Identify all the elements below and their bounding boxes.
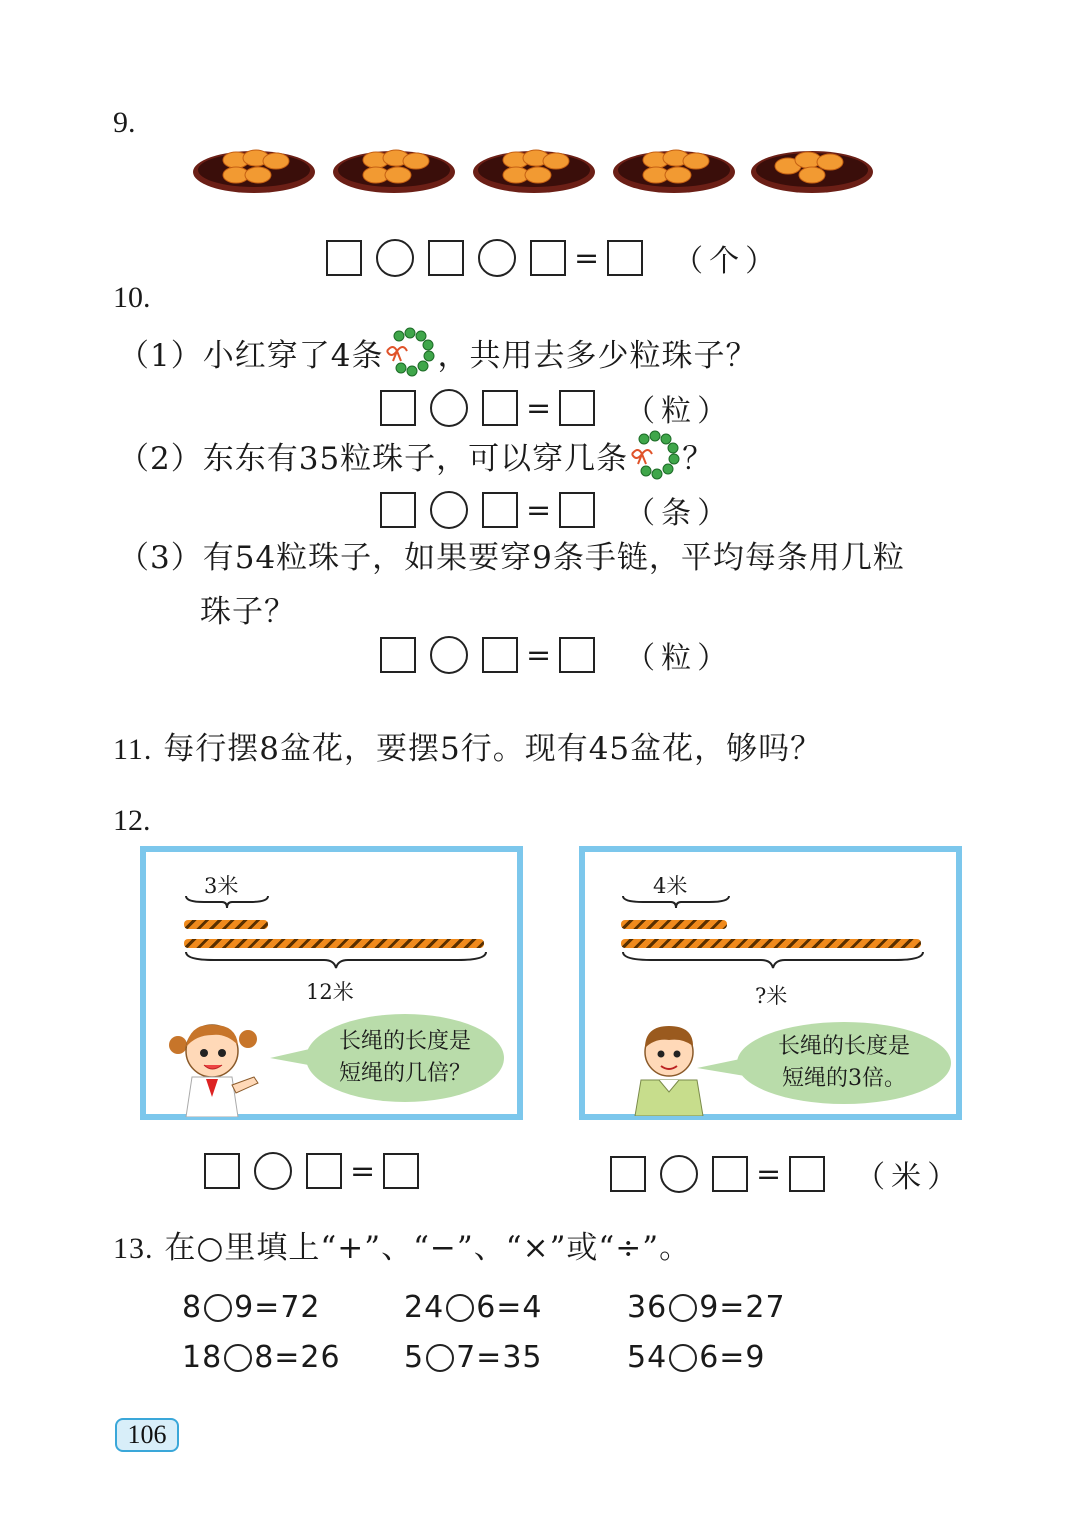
question-text: 东东有35粒珠子，可以穿几条	[202, 440, 629, 477]
unit-label: （条）	[625, 496, 734, 531]
equals-sign: =	[756, 1156, 782, 1192]
answer-box[interactable]	[326, 240, 362, 276]
operand: 24	[404, 1290, 445, 1325]
part-label: （1）	[118, 337, 203, 374]
operator-circle[interactable]	[669, 1344, 697, 1372]
operand-result: 6=9	[699, 1340, 766, 1375]
q10-number: 10.	[113, 281, 151, 314]
bubble-tail	[697, 1056, 745, 1078]
answer-box[interactable]	[428, 240, 464, 276]
answer-box[interactable]	[789, 1156, 825, 1192]
operand-result: 9=27	[699, 1290, 786, 1325]
arith-item	[182, 1340, 341, 1375]
answer-box[interactable]	[380, 390, 416, 426]
arith-item	[404, 1340, 543, 1375]
top-brace	[621, 892, 731, 910]
operand-result: 7=35	[456, 1340, 543, 1375]
equals-sign: =	[526, 637, 552, 673]
question-text: ，共用去多少粒珠子？	[437, 337, 758, 374]
answer-box[interactable]	[610, 1156, 646, 1192]
short-rope-label: 4米	[653, 874, 688, 898]
q11-number: 11.	[113, 733, 153, 766]
short-rope-label: 3米	[204, 874, 239, 898]
equals-sign: =	[526, 390, 552, 426]
operator-circle[interactable]	[660, 1155, 698, 1193]
q10-part3-question	[118, 532, 905, 577]
bottom-brace	[621, 950, 925, 970]
question-text: ？	[682, 440, 715, 477]
operator-circle[interactable]	[254, 1152, 292, 1190]
answer-box[interactable]	[530, 240, 566, 276]
unit-label: （米）	[855, 1160, 964, 1195]
speech-line: 短绳的3倍。	[781, 1066, 906, 1091]
long-rope-label: ?米	[755, 984, 788, 1008]
page-number: 106	[115, 1418, 179, 1452]
equals-sign: =	[350, 1153, 376, 1189]
answer-box[interactable]	[482, 492, 518, 528]
unit-label: （粒）	[625, 641, 734, 676]
part-label: （3）	[118, 540, 203, 576]
answer-box[interactable]	[712, 1156, 748, 1192]
equals-sign: =	[574, 240, 600, 276]
operand: 18	[182, 1340, 223, 1375]
food-item	[799, 167, 825, 183]
q10-part3-question-line2: 珠子？	[200, 594, 296, 630]
question-text: 有54粒珠子，如果要穿9条手链，平均每条用几粒	[202, 540, 905, 576]
q12-right-panel	[579, 846, 962, 1120]
operand: 8	[182, 1290, 203, 1325]
speech-line: 长绳的长度是	[338, 1029, 471, 1054]
bead-bracelet-icon	[628, 430, 682, 480]
operator-circle[interactable]	[478, 239, 516, 277]
food-item	[525, 167, 551, 183]
arith-item	[627, 1290, 786, 1325]
girl-character-icon	[166, 1017, 266, 1117]
answer-box[interactable]	[204, 1153, 240, 1189]
long-rope	[621, 939, 921, 948]
operator-circle[interactable]	[430, 491, 468, 529]
q11	[113, 723, 822, 768]
food-item	[683, 153, 709, 169]
operator-circle[interactable]	[426, 1344, 454, 1372]
answer-box[interactable]	[482, 390, 518, 426]
food-item	[817, 154, 843, 170]
q13-number: 13.	[113, 1232, 154, 1265]
answer-box[interactable]	[482, 637, 518, 673]
part-label: （2）	[118, 440, 203, 477]
food-item	[543, 153, 569, 169]
food-item	[385, 167, 411, 183]
q12-left-panel	[140, 846, 523, 1120]
operand-result: 6=4	[476, 1290, 543, 1325]
food-item	[245, 167, 271, 183]
answer-box[interactable]	[306, 1153, 342, 1189]
operator-circle[interactable]	[204, 1294, 232, 1322]
speech-line: 长绳的长度是	[777, 1034, 910, 1059]
short-rope	[184, 920, 268, 929]
food-item	[403, 153, 429, 169]
arith-item	[182, 1290, 321, 1325]
short-rope	[621, 920, 727, 929]
plate-icon	[192, 148, 316, 194]
operator-circle[interactable]	[430, 389, 468, 427]
q12-left-equation	[204, 1152, 419, 1190]
q12-number: 12.	[113, 804, 151, 837]
plate-icon	[750, 148, 874, 194]
plate-icon	[612, 148, 736, 194]
answer-box[interactable]	[607, 240, 643, 276]
operator-circle[interactable]	[669, 1294, 697, 1322]
answer-box[interactable]	[559, 390, 595, 426]
top-brace	[184, 892, 270, 910]
bubble-tail	[270, 1046, 314, 1068]
question-text: 小红穿了4条	[202, 337, 384, 374]
q10-part1-question	[118, 327, 757, 377]
answer-box[interactable]	[559, 492, 595, 528]
operator-circle[interactable]	[430, 636, 468, 674]
q10-part2-equation	[380, 488, 733, 532]
answer-box[interactable]	[380, 492, 416, 528]
q9-equation	[326, 236, 781, 280]
speech-line: 短绳的几倍？	[338, 1061, 471, 1086]
food-item	[665, 167, 691, 183]
operand-result: 9=72	[234, 1290, 321, 1325]
long-rope	[184, 939, 484, 948]
q13	[113, 1222, 691, 1267]
operator-circle[interactable]	[224, 1344, 252, 1372]
equals-sign: =	[526, 492, 552, 528]
operand: 54	[627, 1340, 668, 1375]
speech-bubble	[306, 1014, 504, 1102]
q12-right-equation	[610, 1152, 963, 1196]
unit-label: （个）	[673, 244, 782, 279]
q10-part3-equation	[380, 633, 733, 677]
answer-box[interactable]	[383, 1153, 419, 1189]
food-item	[263, 153, 289, 169]
arith-item	[627, 1340, 766, 1375]
answer-box[interactable]	[380, 637, 416, 673]
operand: 36	[627, 1290, 668, 1325]
answer-box[interactable]	[559, 637, 595, 673]
q9-number: 9.	[113, 106, 136, 139]
plate-icon	[332, 148, 456, 194]
operator-circle[interactable]	[376, 239, 414, 277]
long-rope-label: 12米	[306, 980, 354, 1004]
bead-bracelet-icon	[383, 327, 437, 377]
operator-circle[interactable]	[446, 1294, 474, 1322]
operand-result: 8=26	[254, 1340, 341, 1375]
arith-item	[404, 1290, 543, 1325]
unit-label: （粒）	[625, 394, 734, 429]
speech-bubble	[737, 1022, 951, 1104]
q10-part2-question	[118, 430, 714, 480]
q11-text: 每行摆8盆花，要摆5行。现有45盆花，够吗？	[163, 731, 823, 767]
q13-instruction: 在○里填上“+”、“−”、“×”或“÷”。	[164, 1230, 692, 1266]
operand: 5	[404, 1340, 425, 1375]
q10-part1-equation	[380, 386, 733, 430]
plate-icon	[472, 148, 596, 194]
bottom-brace	[184, 950, 488, 970]
